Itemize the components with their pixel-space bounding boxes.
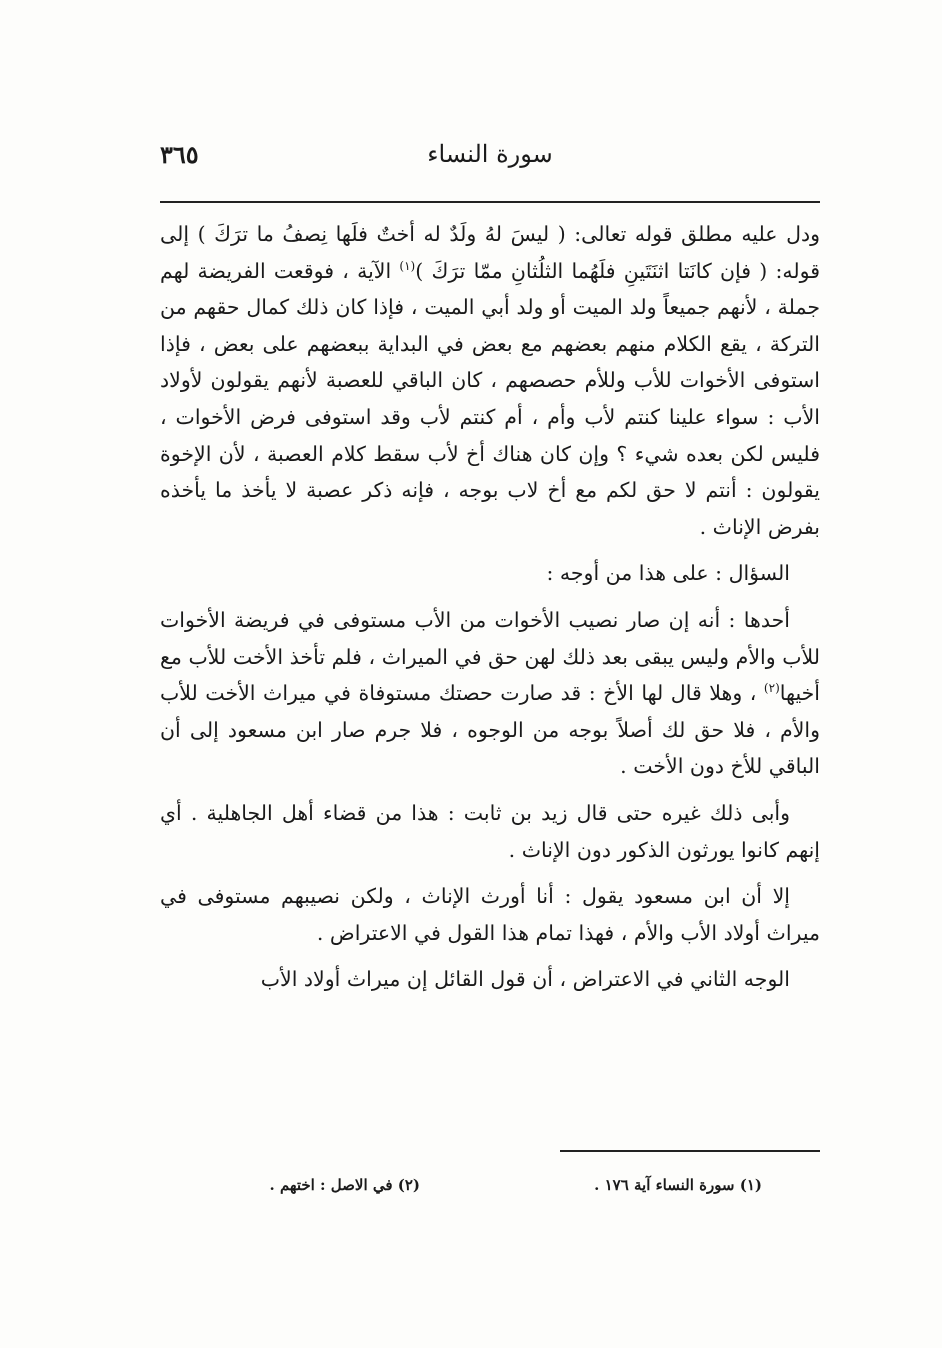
main-text <box>160 216 820 998</box>
footnotes <box>160 1176 820 1200</box>
paragraph-5: إلا أن ابن مسعود يقول : أنا أورث الإناث ، ولكن نصيبهم مستوفى في ميراث أولاد الأب والأم ، فهذا تمام هذا القول في الاعتراض . <box>160 884 820 945</box>
paragraph-4: وأبى ذلك غيره حتى قال زيد بن ثابت : هذا من قضاء أهل الجاهلية . أي إنهم كانوا يورثون الذكور دون الإناث . <box>160 800 820 862</box>
paragraph-6: الوجه الثاني في الاعتراض ، أن قول القائل إن ميراث أولاد الأب <box>260 967 790 992</box>
footnote-2: (٢) في الاصل : اختهم . <box>269 1176 420 1194</box>
paragraph-2: السؤال : على هذا من أوجه : <box>546 561 790 586</box>
page-number: ٣٦٥ <box>160 140 199 169</box>
page-title: سورة النساء <box>427 140 553 168</box>
footnote-divider <box>560 1150 820 1152</box>
footnote-ref-1: (١) <box>399 258 416 273</box>
paragraph-3: أحدها : أنه إن صار نصيب الأخوات من الأب مستوفى في فريضة الأخوات للأب والأم وليس يبقى بعد ذلك لهن حق في الميراث ، فلم تأخذ الأخت للأب مع أخيها$^{(٢)}$ ، وهلا قال لها الأخ : قد صارت حصتك مستوفاة في ميراث الأخت للأب والأم ، فلا حق لك أصلاً بوجه من الوجوه ، فلا جرم صار ابن مسعود إلى أن الباقي للأخ دون الأخت . <box>160 607 820 779</box>
header-divider <box>160 201 820 203</box>
paragraph-1: ودل عليه مطلق قوله تعالى: ( ليسَ لهُ ولَدٌ له أختٌ فلَها نِصفُ ما ترَكَ ) إلى قوله: ( فإن كانَتا اثنَتَينِ فلَهُما الثلُثانِ ممّا ترَكَ )$^{(١)}$ الآية ، فوقعت الفريضة لهم جملة ، لأنهم جميعاً ولد الميت أو ولد أبي الميت ، فإذا كان ذلك كمال حقهم من التركة ، يقع الكلام منهم بعضهم مع بعض في البداية ببعضهم على بعض ، فإذا استوفى الأخوات للأب وللأم حصصهم ، كان الباقي للعصبة لأنهم يقولون لأولاد الأب : سواء علينا كنتم لأب وأم ، أم كنتم لأب وقد استوفى فرض الأخوات ، فليس لكن بعده شيء ؟ وإن كان هناك أخ لأب سقط كلام العصبة ، لأن الإخوة يقولون : أنتم لا حق لكم مع أخ لاب بوجه ، فإنه ذكر عصبة لا يأخذ ما يأخذه بفرض الإناث . <box>160 222 820 539</box>
footnote-1: (١) سورة النساء آية ١٧٦ . <box>594 1176 762 1194</box>
page-header <box>160 140 820 180</box>
footnote-ref-2: (٢) <box>763 681 780 696</box>
